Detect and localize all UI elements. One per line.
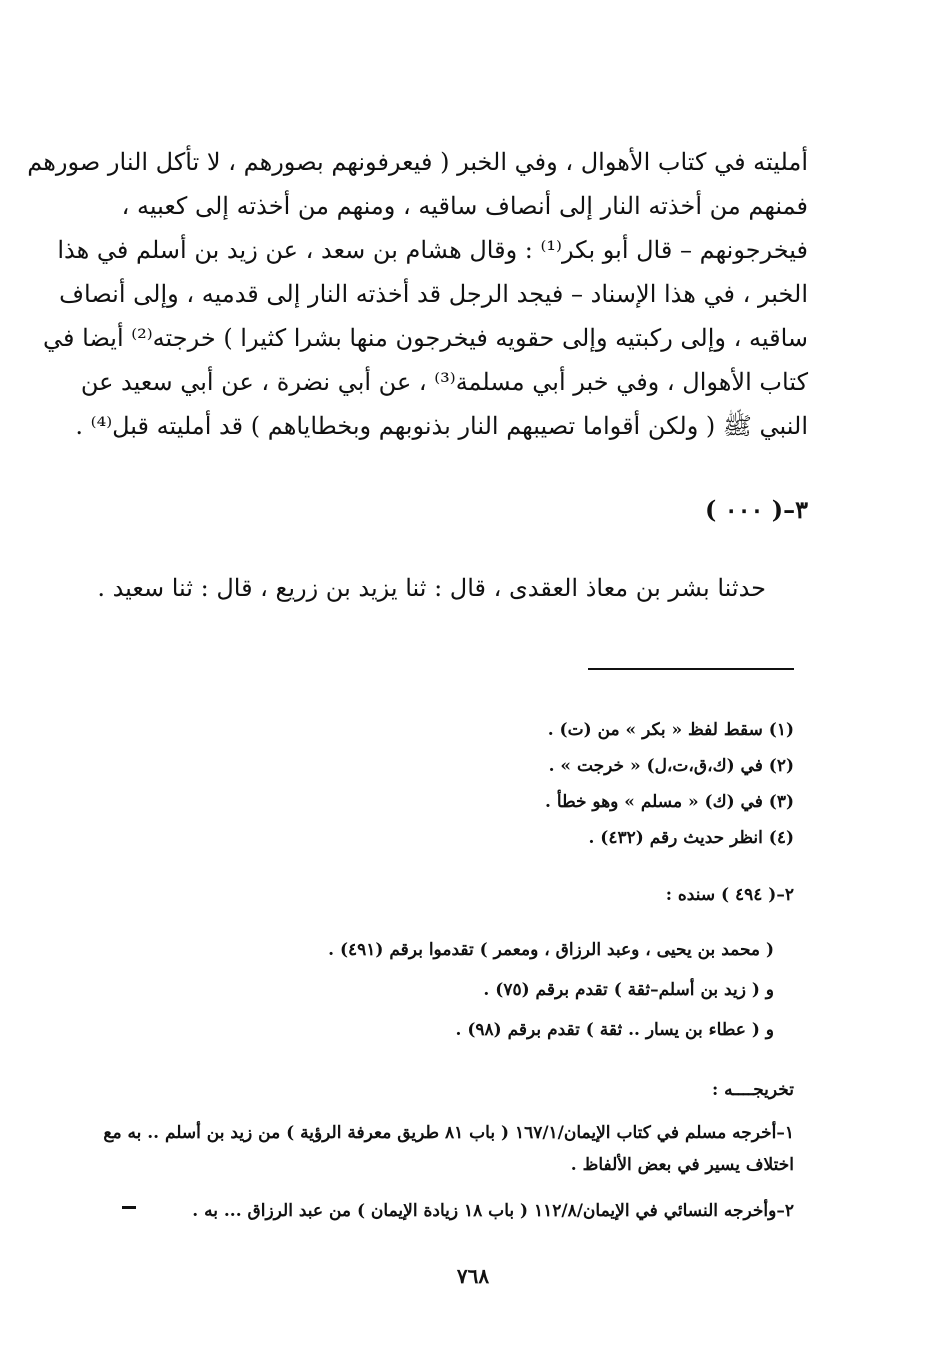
- main-text-line: النبي ﷺ ( ولكن أقواما تصيبهم النار بذنوبهم وبخطاياهم ) قد أمليته قبل⁽⁴⁾ .: [75, 412, 808, 440]
- footnotes: [545, 712, 794, 856]
- narrator-line: و ( زيد بن أسلم–ثقة ) تقدم برقم (٧٥) .: [483, 980, 774, 1000]
- footnote-item: (١) سقط لفظ « بكر » من (ت) .: [547, 720, 794, 740]
- takhrij-line: ٢–وأخرجه النسائي في الإيمان/١١٢/٨ ( باب ١٨ زيادة الإيمان ) من عبد الرزاق ... به .: [192, 1201, 794, 1221]
- footnote-divider: [588, 668, 794, 670]
- takhrij-title: تخريجــــه :: [711, 1080, 794, 1100]
- page-number: ٧٦٨: [456, 1264, 490, 1288]
- main-text-line: أمليته في كتاب الأهوال ، وفي الخبر ( فيعرفونهم بصورهم ، لا تأكل النار صورهم: [27, 148, 808, 176]
- sanad-title: ٢–( ٤٩٤ ) سنده :: [665, 885, 794, 905]
- hadith-number: ٣–( ٠٠٠ ): [705, 495, 808, 524]
- sanad-narrators: [328, 930, 774, 1050]
- main-text-paragraph: [27, 140, 808, 448]
- takhrij-line: اختلاف يسير في بعض الألفاظ .: [570, 1155, 794, 1175]
- main-text-line: كتاب الأهوال ، وفي خبر أبي مسلمة⁽³⁾ ، عن أبي نضرة ، عن أبي سعيد عن: [80, 368, 808, 396]
- main-text-line: الخبر ، في هذا الإسناد – فيجد الرجل قد أخذته النار إلى قدميه ، وإلى أنصاف: [59, 280, 808, 308]
- isnad-text: حدثنا بشر بن معاذ العقدى ، قال : ثنا يزيد بن زريع ، قال : ثنا سعيد .: [97, 574, 766, 602]
- main-text-line: ساقيه ، وإلى ركبتيه وإلى حقويه فيخرجون منها بشرا كثيرا ) خرجته⁽²⁾ أيضا في: [43, 324, 808, 352]
- footnote-item: (٢) في (ك،ق،ت،ل) « خرجت » .: [548, 756, 794, 776]
- takhrij-line: ١–أخرجه مسلم في كتاب الإيمان/١٦٧/١ ( باب ٨١ طريق معرفة الرؤية ) من زيد بن أسلم .. به مع: [103, 1123, 794, 1143]
- footnote-item: (٣) في (ك) « مسلم » وهو خطأ .: [545, 792, 794, 812]
- main-text-line: فمنهم من أخذته النار إلى أنصاف ساقيه ، ومنهم من أخذته إلى كعبيه ،: [121, 192, 808, 220]
- main-text-line: فيخرجونهم – قال أبو بكر⁽¹⁾ : وقال هشام بن سعد ، عن زيد بن أسلم في هذا: [57, 236, 808, 264]
- narrator-line: و ( عطاء بن يسار .. ثقة ) تقدم برقم (٩٨) .: [455, 1020, 774, 1040]
- narrator-line: ( محمد بن يحيى ، وعبد الرزاق ، ومعمر ) تقدموا برقم (٤٩١) .: [328, 940, 774, 960]
- takhrij-section: [103, 1117, 794, 1227]
- footnote-item: (٤) انظر حديث رقم (٤٣٢) .: [588, 828, 794, 848]
- margin-dash-mark: [122, 1206, 136, 1209]
